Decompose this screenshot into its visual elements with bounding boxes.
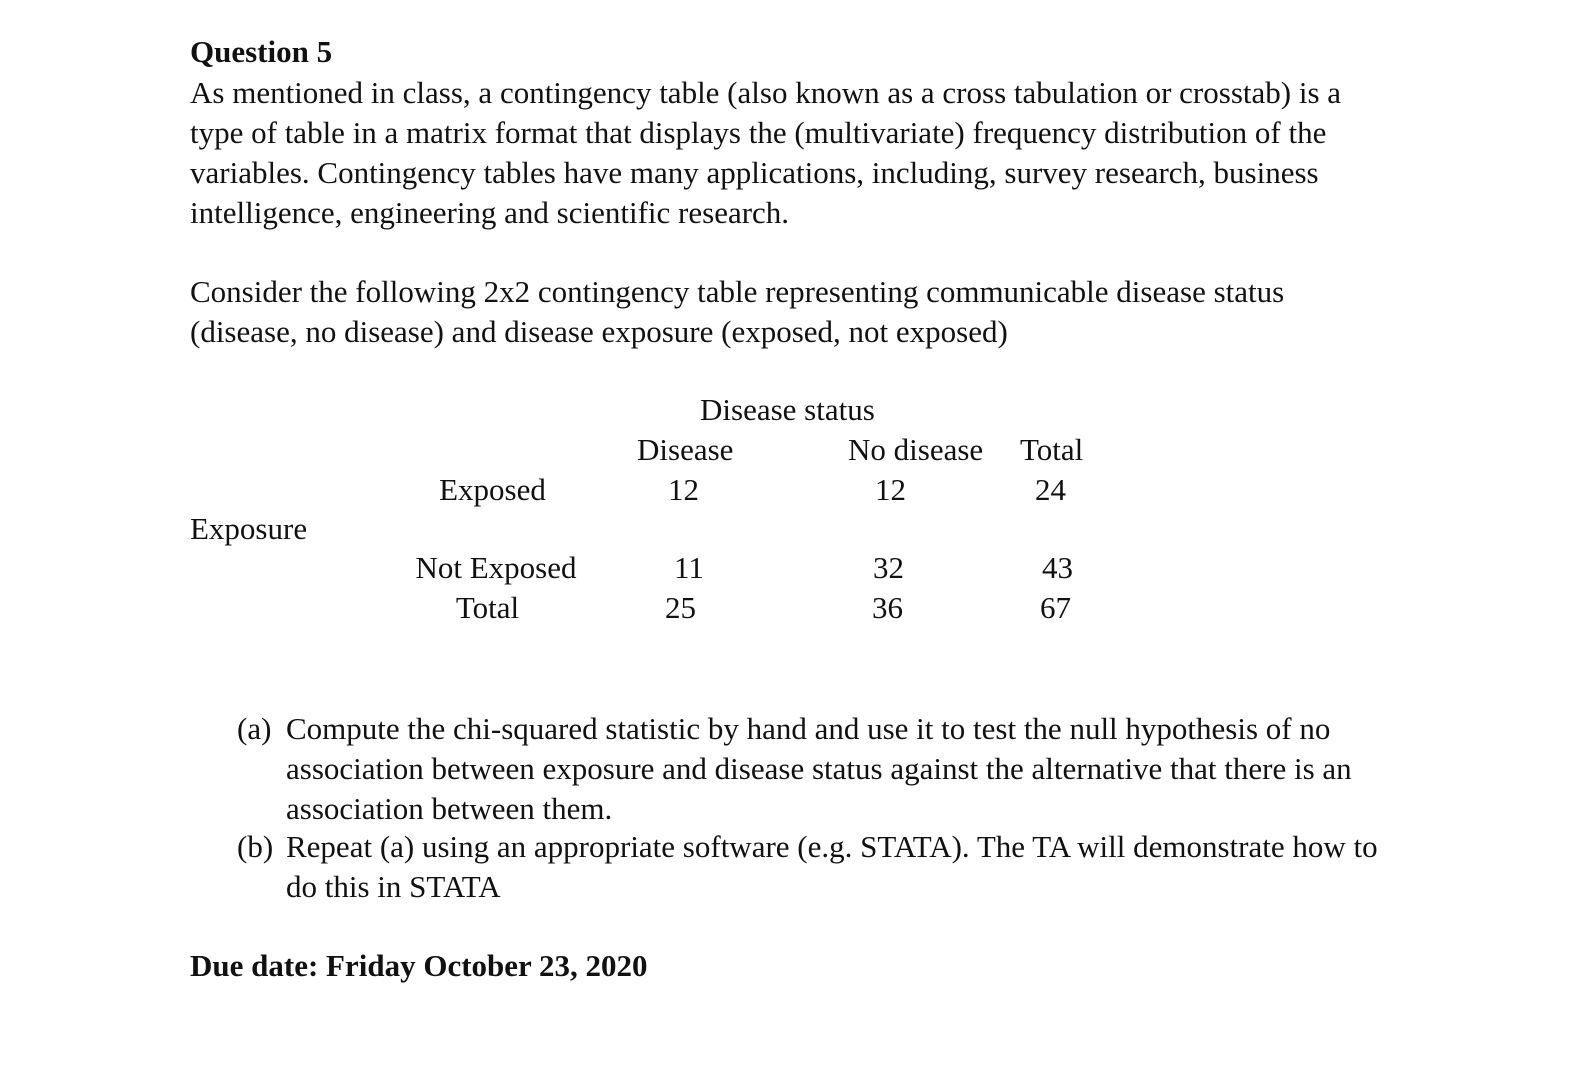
row-label-total: Total: [455, 590, 520, 625]
column-header-total: Total: [1020, 432, 1084, 467]
table-cell: 25: [665, 590, 696, 625]
table-cell: 32: [873, 550, 904, 585]
column-header-no-disease: No disease: [848, 432, 984, 467]
part-a-line: Compute the chi-squared statistic by hand and use it to test the null hypothesis of no: [286, 711, 1331, 746]
consider-paragraph: [190, 272, 1284, 352]
table-cell: 12: [875, 472, 906, 507]
part-b-text: [286, 827, 1378, 907]
consider-line: (disease, no disease) and disease exposure (exposed, not exposed): [190, 314, 1008, 349]
table-cell: 36: [872, 590, 903, 625]
part-b-line: Repeat (a) using an appropriate software (e.g. STATA). The TA will demonstrate how to: [286, 829, 1378, 864]
consider-line: Consider the following 2x2 contingency table representing communicable disease status: [190, 274, 1285, 309]
row-label-not-exposed: Not Exposed: [415, 550, 577, 585]
column-header-disease: Disease: [637, 432, 734, 467]
part-a-line: association between them.: [286, 791, 613, 826]
part-b-line: do this in STATA: [286, 869, 501, 904]
table-cell: 11: [674, 550, 704, 585]
intro-line: intelligence, engineering and scientific research.: [190, 195, 790, 230]
table-cell: 12: [668, 472, 699, 507]
part-b-label: (b): [237, 829, 274, 864]
part-a-text: [286, 709, 1352, 829]
intro-line: variables. Contingency tables have many applications, including, survey research, business: [190, 155, 1319, 190]
due-date: Due date: Friday October 23, 2020: [190, 948, 648, 983]
part-a-line: association between exposure and disease status against the alternative that there is an: [286, 751, 1352, 786]
intro-paragraph: [190, 73, 1341, 233]
part-a-label: (a): [237, 711, 272, 746]
row-group-label: Exposure: [190, 511, 308, 546]
table-cell: 43: [1042, 550, 1073, 585]
table-cell: 67: [1040, 590, 1071, 625]
column-group-label: Disease status: [700, 392, 875, 427]
row-label-exposed: Exposed: [439, 472, 546, 507]
question-title: Question 5: [190, 34, 333, 69]
table-cell: 24: [1035, 472, 1066, 507]
intro-line: type of table in a matrix format that displays the (multivariate) frequency distribution of the: [190, 115, 1327, 150]
intro-line: As mentioned in class, a contingency table (also known as a cross tabulation or crosstab) is a: [190, 75, 1342, 110]
